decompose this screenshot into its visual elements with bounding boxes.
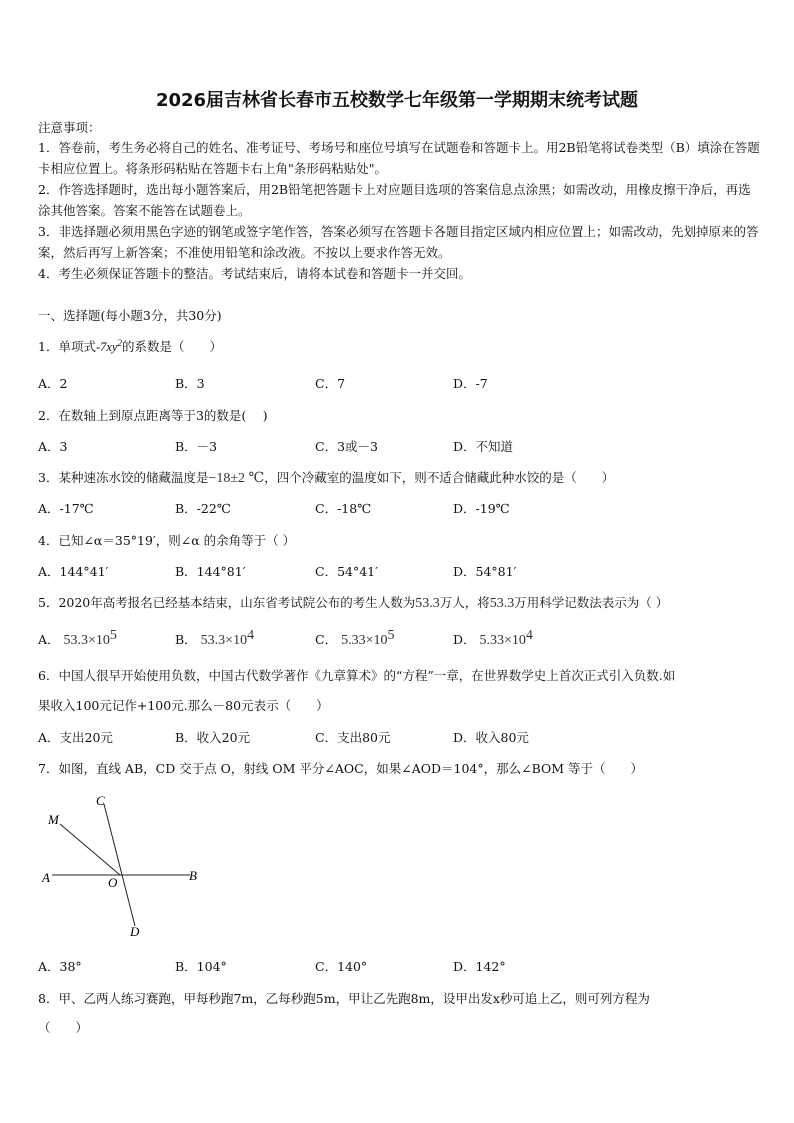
q1-exponent: 2 — [117, 337, 122, 348]
q4-option-d: D．54°81′ — [453, 564, 517, 579]
notice-item: 1．答卷前，考生务必将自己的姓名、准考证号、考场号和座位号填写在试题卷和答题卡上。用2B铅笔将试卷类型（B）填涂在答题卡相应位置上。将条形码粘贴在答题卡右上角"条形码粘贴处"。 — [38, 140, 760, 176]
angle-figure — [38, 790, 218, 945]
section-heading: 一、选择题(每小题3分，共30分) — [38, 308, 222, 323]
q7-option-a: A．38° — [38, 959, 82, 974]
question-6-line-1: 6．中国人很早开始使用负数，中国古代数学著作《九章算术》的“方程”一章，在世界数学史上首次正式引入负数.如 — [38, 668, 676, 683]
q1-suffix: 的系数是（ ） — [121, 339, 222, 354]
notice-item: 3．非选择题必须用黑色字迹的钢笔或签字笔作答，答案必须写在答题卡各题目指定区域内相应位置上；如需改动，先划掉原来的答案，然后再写上新答案；不准使用铅笔和涂改液。不按以上要求作答无效。 — [38, 224, 759, 260]
q7-option-c: C．140° — [315, 959, 368, 974]
q2-option-a: A．3 — [38, 439, 68, 454]
question-1 — [38, 337, 222, 355]
q1-option-b: B．3 — [175, 376, 205, 391]
label-o: O — [108, 875, 118, 890]
question-6-line-2: 果收入100元记作+100元.那么－80元表示（ ） — [38, 698, 329, 713]
q4-option-c: C．54°41′ — [315, 564, 378, 579]
question-7: 7．如图，直线 AB，CD 交于点 O，射线 OM 平分∠AOC，如果∠AOD＝104°，那么∠BOM 等于（ ） — [38, 761, 644, 776]
q3-prefix: 3．某种速冻水饺的储藏温度是 — [38, 470, 209, 485]
label-b: B — [189, 868, 197, 883]
q6-option-b: B．收入20元 — [175, 730, 251, 745]
q5-number-2: 53.3 — [489, 596, 515, 611]
q1-expression: -7xy — [95, 340, 118, 354]
notice-item: 2．作答选择题时，选出每小题答案后，用2B铅笔把答题卡上对应题目选项的答案信息点涂黑；如需改动，用橡皮擦干净后，再选涂其他答案。答案不能答在试题卷上。 — [38, 182, 751, 218]
q3-option-d: D．-19℃ — [453, 501, 510, 516]
notice-heading: 注意事项： — [38, 120, 101, 135]
q5-option-d: D． $5.33\times 10^4$ — [453, 628, 533, 649]
q2-option-b: B．－3 — [175, 439, 218, 454]
q7-option-b: B．104° — [175, 959, 227, 974]
q5-suffix: 万用科学记数法表示为（ ） — [514, 595, 669, 610]
q2-option-c: C．3或－3 — [315, 439, 378, 454]
label-a: A — [42, 870, 50, 885]
question-2: 2．在数轴上到原点距离等于3的数是( ) — [38, 408, 268, 423]
question-3 — [38, 468, 614, 487]
q3-suffix: ，四个冷藏室的温度如下，则不适合储藏此种水饺的是（ ） — [264, 470, 615, 485]
q6-option-d: D．收入80元 — [453, 730, 529, 745]
q5-prefix: 5．2020年高考报名已经基本结束，山东省考试院公布的考生人数为 — [38, 595, 416, 610]
label-m: M — [48, 812, 59, 827]
q1-option-a: A．2 — [38, 376, 68, 391]
question-8-line-2: （ ） — [38, 1020, 89, 1035]
q3-expression: −18±2 ℃ — [208, 471, 265, 486]
q7-option-d: D．142° — [453, 959, 506, 974]
question-5 — [38, 593, 668, 612]
q3-option-a: A．-17℃ — [38, 501, 94, 516]
q2-option-d: D．不知道 — [453, 439, 514, 454]
q3-option-b: B．-22℃ — [175, 501, 231, 516]
notice-item: 4．考生必须保证答题卡的整洁。考试结束后，请将本试卷和答题卡一并交回。 — [38, 266, 471, 281]
q5-option-a: A． $53.3\times 10^5$ — [38, 628, 117, 649]
q5-option-c: C． $5.33\times 10^5$ — [315, 628, 395, 649]
q4-option-b: B．144°81′ — [175, 564, 246, 579]
q5-number: 53.3 — [415, 596, 440, 611]
q5-option-b: B． $53.3\times 10^4$ — [175, 628, 255, 649]
q6-option-a: A．支出20元 — [38, 730, 113, 745]
page-title: 2026届吉林省长春市五校数学七年级第一学期期末统考试题 — [155, 90, 639, 111]
q1-option-d: D．-7 — [453, 376, 488, 391]
q3-option-c: C．-18℃ — [315, 501, 372, 516]
label-d: D — [130, 924, 140, 939]
question-8-line-1: 8．甲、乙两人练习赛跑，甲每秒跑7m，乙每秒跑5m，甲让乙先跑8m，设甲出发x秒可追上乙，则可列方程为 — [38, 991, 650, 1006]
q1-prefix: 1．单项式 — [38, 339, 96, 354]
q4-option-a: A．144°41′ — [38, 564, 109, 579]
question-4: 4．已知∠α＝35°19′，则∠α 的余角等于（ ） — [38, 533, 296, 548]
q1-option-c: C．7 — [315, 376, 346, 391]
q6-option-c: C．支出80元 — [315, 730, 391, 745]
label-c: C — [96, 793, 105, 808]
q5-middle: 万人，将 — [439, 595, 490, 610]
